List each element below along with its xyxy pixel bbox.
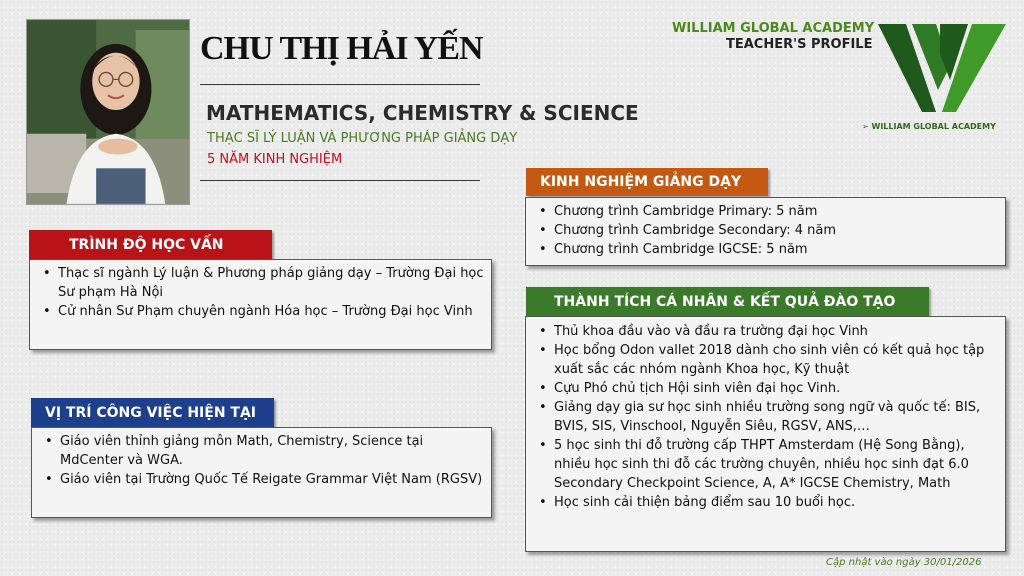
list-item: • Cựu Phó chủ tịch Hội sinh viên đại học Vinh.	[532, 379, 999, 398]
academy-logo-icon	[876, 20, 1008, 118]
education-box	[29, 259, 492, 350]
list-item: • Giáo viên tại Trường Quốc Tế Reigate Grammar Việt Nam (RGSV)	[38, 470, 485, 489]
list-item: • 5 học sinh thi đỗ trường cấp THPT Amsterdam (Hệ Song Bằng), nhiều học sinh thi đỗ các trường chuyên, nhiều học sinh đạt 6.0 Secondary Checkpoint Science, A, A* IGCSE Chemistry, Math	[532, 436, 999, 493]
achievements-box	[525, 316, 1006, 552]
experience-list	[532, 202, 999, 259]
achievements-header: THÀNH TÍCH CÁ NHÂN & KẾT QUẢ ĐÀO TẠO	[526, 287, 929, 316]
list-item: • Chương trình Cambridge Secondary: 4 năm	[532, 221, 999, 240]
experience-header: KINH NGHIỆM GIẢNG DẠY	[526, 168, 768, 196]
list-item: • Học sinh cải thiện bảng điểm sau 10 buổi học.	[532, 493, 999, 512]
experience-box	[525, 197, 1006, 266]
position-list	[38, 432, 485, 489]
teacher-name: CHU THỊ HẢI YẾN	[200, 30, 483, 67]
teacher-photo	[26, 19, 190, 205]
achievements-list	[532, 322, 999, 512]
list-item: • Giảng dạy gia sư học sinh nhiều trường song ngữ và quốc tế: BIS, BVIS, SIS, Vinschool, Nguyễn Siêu, RGSV, ANS,…	[532, 398, 999, 436]
logo-caption: ➢ WILLIAM GLOBAL ACADEMY	[862, 122, 996, 131]
list-item: • Thủ khoa đầu vào và đầu ra trường đại học Vinh	[532, 322, 999, 341]
teacher-degree: THẠC SĨ LÝ LUẬN VÀ PHƯƠNG PHÁP GIẢNG DẠY	[207, 131, 518, 146]
divider-line	[200, 180, 480, 181]
academy-name: WILLIAM GLOBAL ACADEMY	[672, 21, 875, 36]
list-item: • Chương trình Cambridge IGCSE: 5 năm	[532, 240, 999, 259]
divider-line	[200, 84, 480, 85]
list-item: • Chương trình Cambridge Primary: 5 năm	[532, 202, 999, 221]
list-item: • Giáo viên thỉnh giảng môn Math, Chemistry, Science tại MdCenter và WGA.	[38, 432, 485, 470]
experience-years: 5 NĂM KINH NGHIỆM	[207, 152, 343, 167]
teacher-portrait-image	[27, 20, 189, 204]
position-header: VỊ TRÍ CÔNG VIỆC HIỆN TẠI	[31, 398, 274, 427]
education-header: TRÌNH ĐỘ HỌC VẤN	[29, 230, 272, 259]
teaching-subjects: MATHEMATICS, CHEMISTRY & SCIENCE	[206, 101, 639, 125]
list-item: • Cử nhân Sư Phạm chuyên ngành Hóa học – Trường Đại học Vinh	[36, 302, 485, 321]
list-item: • Thạc sĩ ngành Lý luận & Phương pháp giảng dạy – Trường Đại học Sư phạm Hà Nội	[36, 264, 485, 302]
profile-label: TEACHER'S PROFILE	[726, 37, 873, 52]
education-list	[36, 264, 485, 321]
position-box	[31, 427, 492, 518]
updated-date: Cập nhật vào ngày 30/01/2026	[826, 557, 982, 568]
list-item: • Học bổng Odon vallet 2018 dành cho sinh viên có kết quả học tập xuất sắc các nhóm ngành Khoa học, Kỹ thuật	[532, 341, 999, 379]
